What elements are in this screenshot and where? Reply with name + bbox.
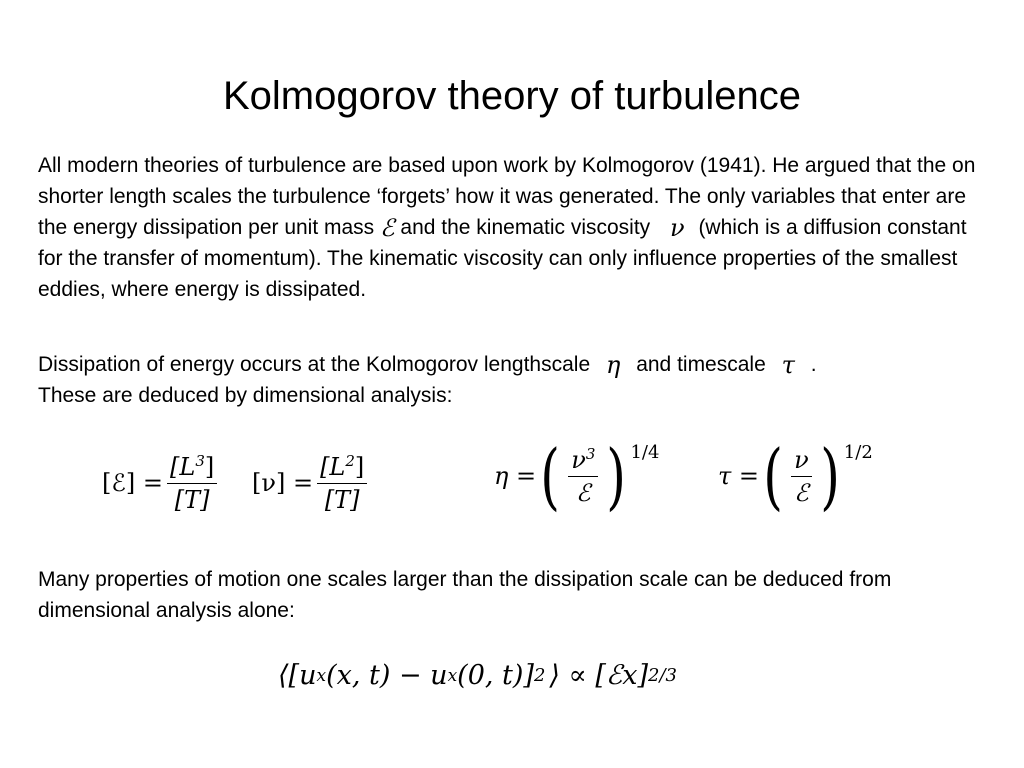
epsilon-symbol: ℰ [380, 214, 395, 242]
intro-text-b: and the kinematic viscosity [394, 216, 657, 239]
eta-exponent: 1/4 [630, 442, 660, 463]
eps-dim-numerator: $[L^3]$ [167, 452, 217, 484]
sf-exp2: 2/3 [648, 665, 677, 686]
scaling-paragraph: Many properties of motion one scales larger than the dissipation scale can be deduced from dimensional analysis alone: [38, 568, 892, 622]
nu-dim-lhs: [ν] = [252, 469, 314, 497]
nu-dim-numerator: $[L^2]$ [317, 452, 367, 484]
sf-sub2: x [447, 665, 458, 686]
intro-text-a: All modern theories of turbulence are based upon work by Kolmogorov (1941). He argued that the on shorter length scales the turbulence ‘forgets’ how it was generated. The only variables that enter are the energy dissipation per unit mass [38, 154, 976, 239]
tau-numerator: ν [791, 446, 812, 477]
sf-mid1: (x, t) − u [326, 660, 448, 691]
eta-open-paren: ( [540, 434, 561, 518]
eta-symbol: η [605, 351, 621, 379]
sf-sub1: x [316, 665, 327, 686]
intro-paragraph [38, 150, 988, 305]
tau-lhs: τ = [718, 462, 760, 490]
tau-denominator: ℰ [794, 478, 809, 507]
dissipation-text-b: and timescale [630, 353, 772, 376]
eta-equation [494, 434, 660, 518]
dissipation-text-a: Dissipation of energy occurs at the Kolmogorov lengthscale [38, 353, 596, 376]
eta-fraction [568, 445, 598, 507]
eps-dim-lhs: [ℰ] = [102, 469, 163, 497]
eta-lhs: η = [494, 462, 537, 490]
eps-dim-fraction [167, 452, 217, 514]
tau-exponent: 1/2 [843, 442, 873, 463]
eta-denominator: ℰ [576, 479, 591, 507]
dissipation-text-c: . [804, 353, 817, 376]
tau-close-paren: ) [819, 434, 840, 518]
tau-symbol: τ [781, 351, 795, 379]
epsilon-dimension-equation [102, 452, 221, 514]
nu-dim-fraction [317, 452, 367, 514]
sf-mid2: (0, t)] [457, 660, 534, 691]
intro-text-c: (which is a diffusion constant for the transfer of momentum). The kinematic viscosity can only influence properties of the smallest eddies, where energy is dissipated. [38, 216, 967, 301]
eta-close-paren: ) [606, 434, 627, 518]
sf-exp1: 2 [533, 665, 546, 686]
eps-dim-denominator: [T] [174, 486, 210, 514]
tau-equation [718, 434, 873, 518]
eta-numerator: $\nu^3$ [568, 445, 598, 477]
sf-close: ⟩ ∝ [ℰx] [549, 660, 649, 691]
dissipation-paragraph [38, 349, 988, 411]
dissipation-text-d: These are deduced by dimensional analysis: [38, 384, 453, 407]
tau-open-paren: ( [763, 434, 783, 518]
nu-dimension-equation [252, 452, 371, 514]
dimensional-equations [0, 434, 1024, 540]
slide-title: Kolmogorov theory of turbulence [222, 74, 802, 118]
nu-symbol: ν [670, 214, 685, 242]
sf-open: ⟨[u [278, 660, 317, 691]
nu-dim-denominator: [T] [324, 486, 360, 514]
structure-function-equation [278, 660, 677, 691]
tau-fraction [791, 446, 812, 507]
